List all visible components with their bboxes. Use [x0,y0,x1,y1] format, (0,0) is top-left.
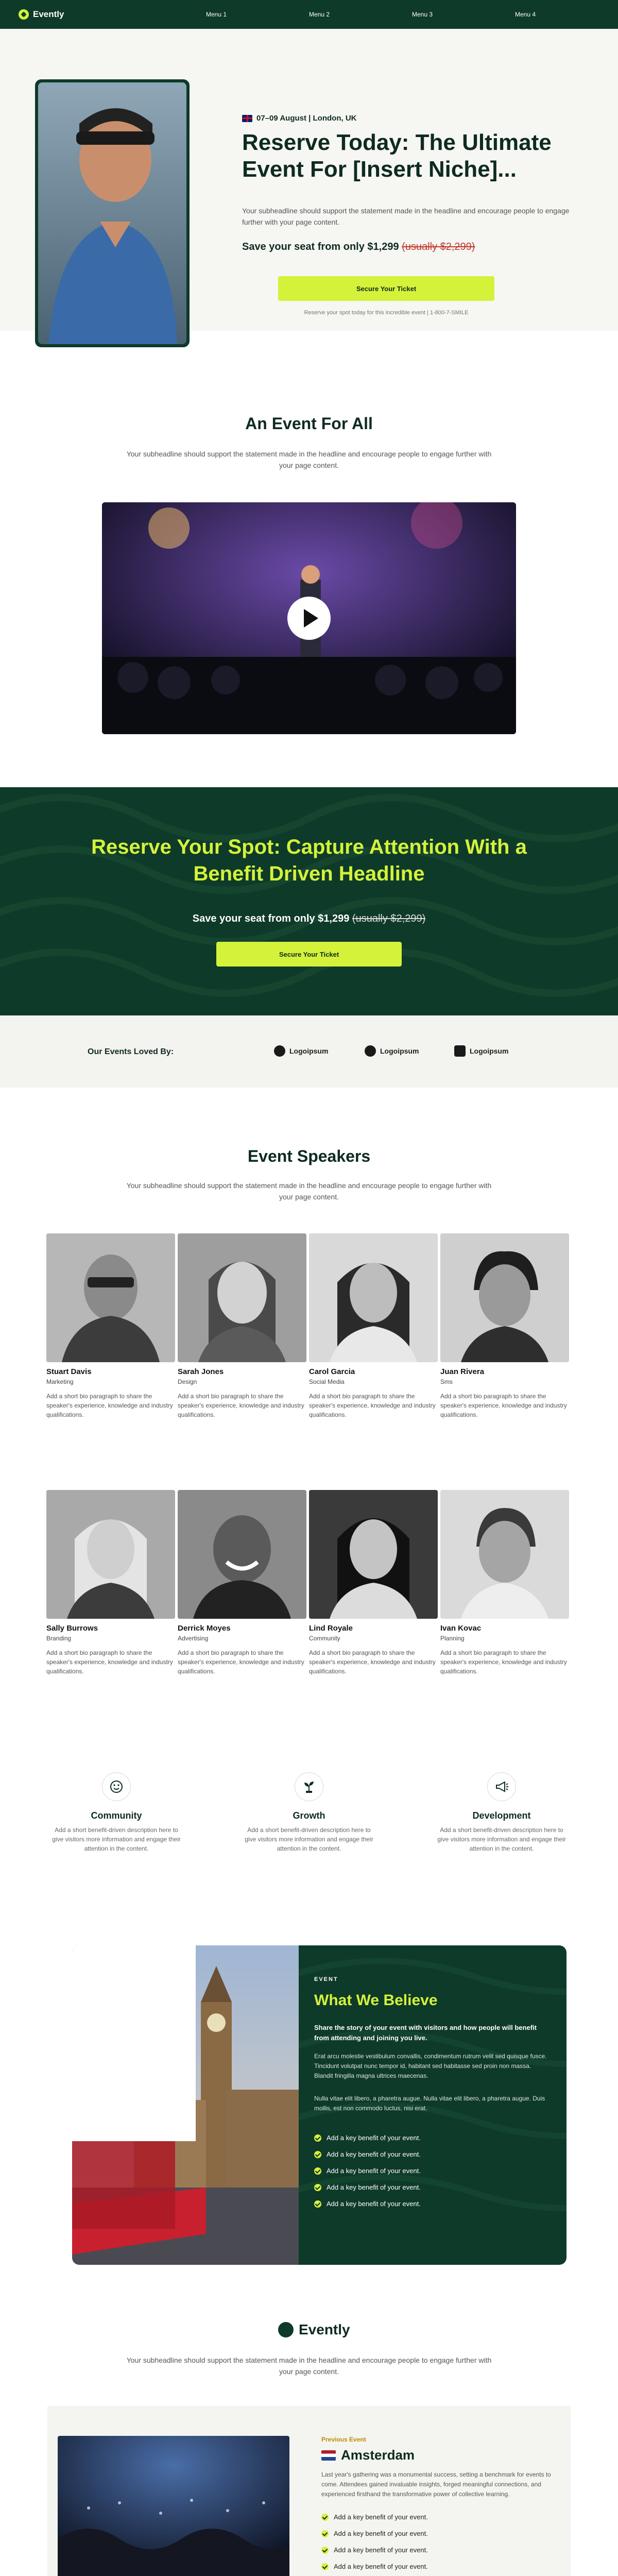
speakers-title: Event Speakers [247,1147,371,1165]
believe-paragraph-3: Nulla vitae elit libero, a pharetra augue. Nulla vitae elit libero, a pharetra augue. Duis mollis, est non commodo luctus, nisi erat. [314,2095,545,2112]
evently-logo-text: Evently [299,2321,350,2337]
hero-price-now: Save your seat from only $1,299 [242,241,399,252]
speaker-role: Design [178,1378,197,1385]
logo-icon [365,1045,376,1057]
logo-mark-icon [19,9,29,20]
client-logo-3 [454,1045,508,1057]
speaker-photo [309,1490,438,1619]
logo-icon [454,1045,466,1057]
speaker-card[interactable] [46,1490,175,1676]
feature-community [49,1772,183,1853]
speaker-name: Sarah Jones [178,1367,224,1376]
believe-image-mask [72,1945,196,2141]
amsterdam-image [58,2436,289,2576]
speaker-name: Juan Rivera [440,1367,485,1376]
hero-cta-button[interactable]: Secure Your Ticket [278,276,494,301]
speaker-bio: Add a short bio paragraph to share the speaker's experience, knowledge and industry qualifications. [178,1649,304,1675]
nav-item-2[interactable]: Menu 2 [309,11,330,18]
amsterdam-text: Last year's gathering was a monumental success, setting a benchmark for events to come. Attendees gained invaluable insights, forged meaningful connections, and experienced firsthand the transformative power of collective learning. [321,2471,551,2498]
speaker-photo [440,1233,569,1362]
speaker-card[interactable] [178,1233,306,1419]
logo-text: Evently [33,9,64,19]
speaker-bio: Add a short bio paragraph to share the speaker's experience, knowledge and industry qualifications. [46,1649,173,1675]
ams-benefit-text: Add a key benefit of your event. [334,2546,428,2554]
believe-benefit-text: Add a key benefit of your event. [327,2183,421,2191]
hero-phone-frame [35,79,190,347]
feature-title: Community [91,1810,142,1821]
banner-price [0,913,618,925]
check-icon [314,2151,321,2158]
speaker-photo [178,1233,306,1362]
client-logo-1 [274,1045,328,1057]
speaker-card[interactable] [309,1233,438,1419]
believe-benefit [314,2179,520,2196]
speaker-bio: Add a short bio paragraph to share the speaker's experience, knowledge and industry qualifications. [440,1393,567,1418]
speaker-photo [440,1490,569,1619]
amsterdam-heading [321,2447,415,2463]
hero-price [242,241,475,253]
believe-paragraph-1: Share the story of your event with visitors and how people will benefit from attending and joining you live. [314,2024,537,2042]
smile-icon [102,1772,131,1801]
believe-benefit-text: Add a key benefit of your event. [327,2167,421,2175]
banner-price-now: Save your seat from only $1,299 [192,913,350,924]
hero-title: Reserve Today: The Ultimate Event For [Insert Niche]... [242,130,552,182]
banner-title: Reserve Your Spot: Capture Attention With a Benefit Driven Headline [91,836,527,885]
speaker-role: Advertising [178,1635,209,1642]
ams-benefit-text: Add a key benefit of your event. [334,2530,428,2537]
check-icon [314,2184,321,2191]
speaker-name: Sally Burrows [46,1624,98,1633]
speaker-name: Ivan Kovac [440,1624,482,1633]
feature-development [435,1772,569,1853]
speaker-photo [309,1233,438,1362]
amsterdam-panel [47,2406,571,2576]
believe-eyebrow: EVENT [314,1976,338,1982]
hero-date-row [242,114,357,123]
site-header [0,0,618,29]
check-icon [321,2563,329,2570]
hero-price-old: (usually $2,299) [402,241,475,252]
client-logo-text: Logoipsum [289,1047,329,1055]
client-logo-text: Logoipsum [380,1047,419,1055]
ams-benefit [321,2558,428,2575]
logo-icon [274,1045,285,1057]
plant-icon [295,1772,323,1801]
speaker-role: Branding [46,1635,72,1642]
event-video[interactable] [102,502,516,734]
check-icon [314,2134,321,2142]
hero-note: Reserve your spot today for this incredible event | 1-800-7-SMILE [304,310,469,316]
header-logo[interactable] [19,9,64,20]
ams-benefit [321,2542,428,2558]
feature-title: Growth [293,1810,325,1821]
evently-subtitle: Your subheadline should support the statement made in the headline and encourage people to engage further with your page content. [126,2356,492,2376]
check-icon [321,2547,329,2554]
megaphone-icon [487,1772,516,1801]
client-logo-text: Logoipsum [470,1047,509,1055]
speaker-card[interactable] [440,1490,569,1676]
event-all-subtitle: Your subheadline should support the statement made in the headline and encourage people to engage further with your page content. [126,450,492,469]
speaker-bio: Add a short bio paragraph to share the speaker's experience, knowledge and industry qualifications. [309,1649,436,1675]
feature-title: Development [472,1810,531,1821]
check-icon [314,2167,321,2175]
nav-item-3[interactable]: Menu 3 [412,11,433,18]
feature-desc: Add a short benefit-driven description here to give visitors more information and engage their attention in the content. [245,1826,373,1852]
check-icon [321,2530,329,2537]
main-nav [206,11,618,18]
loved-by-section [0,1015,618,1088]
hero-section [0,29,618,331]
speakers-subtitle: Your subheadline should support the statement made in the headline and encourage people to engage further with your page content. [126,1181,492,1201]
ams-benefit [321,2509,428,2526]
banner-cta-button[interactable]: Secure Your Ticket [216,942,402,967]
feature-growth [242,1772,376,1853]
speaker-photo [46,1490,175,1619]
amsterdam-city: Amsterdam [341,2447,415,2463]
speaker-name: Carol Garcia [309,1367,355,1376]
check-icon [321,2514,329,2521]
banner-price-old: (usually $2,299) [352,913,426,924]
speaker-name: Stuart Davis [46,1367,92,1376]
amsterdam-benefit-list [321,2509,428,2576]
feature-desc: Add a short benefit-driven description here to give visitors more information and engage their attention in the content. [437,1826,566,1852]
speaker-card[interactable] [178,1490,306,1676]
hero-portrait-image [38,82,186,344]
banner-pattern [0,787,618,1015]
speaker-card[interactable] [46,1233,175,1419]
uk-flag-icon [242,115,252,122]
believe-benefit-list [314,2130,520,2212]
event-all-title: An Event For All [245,414,373,433]
nav-item-1[interactable]: Menu 1 [206,11,227,18]
play-icon[interactable] [287,597,331,640]
logo-mark-icon [278,2322,294,2337]
ams-benefit-text: Add a key benefit of your event. [334,2563,428,2570]
nav-item-4[interactable]: Menu 4 [515,11,536,18]
check-icon [314,2200,321,2208]
hero-date: 07–09 August | London, UK [256,114,357,123]
speaker-photo [178,1490,306,1619]
speaker-photo [46,1233,175,1362]
speaker-name: Lind Royale [309,1624,353,1633]
speaker-card[interactable] [440,1233,569,1419]
amsterdam-tag: Previous Event [321,2436,366,2443]
speaker-role: Social Media [309,1378,345,1385]
speaker-bio: Add a short bio paragraph to share the speaker's experience, knowledge and industry qualifications. [309,1393,436,1418]
believe-benefit-text: Add a key benefit of your event. [327,2200,421,2208]
believe-benefit-text: Add a key benefit of your event. [327,2150,421,2158]
believe-card [72,1945,566,2265]
banner-section [0,787,618,1015]
hero-subtitle: Your subheadline should support the statement made in the headline and encourage people to engage further with your page content. [242,207,570,226]
ams-benefit [321,2526,428,2542]
netherlands-flag-icon [321,2450,336,2461]
speaker-bio: Add a short bio paragraph to share the speaker's experience, knowledge and industry qualifications. [178,1393,304,1418]
speaker-role: Sms [440,1378,453,1385]
speaker-card[interactable] [309,1490,438,1676]
believe-title: What We Believe [314,1992,438,2009]
speaker-role: Community [309,1635,340,1642]
feature-desc: Add a short benefit-driven description here to give visitors more information and engage their attention in the content. [52,1826,181,1852]
ams-benefit-text: Add a key benefit of your event. [334,2513,428,2521]
believe-benefit-text: Add a key benefit of your event. [327,2134,421,2142]
speaker-name: Derrick Moyes [178,1624,231,1633]
speaker-bio: Add a short bio paragraph to share the speaker's experience, knowledge and industry qualifications. [440,1649,567,1675]
believe-benefit [314,2146,520,2163]
speaker-role: Planning [440,1635,465,1642]
loved-by-label: Our Events Loved By: [88,1047,174,1056]
speaker-role: Marketing [46,1378,74,1385]
believe-benefit [314,2130,520,2146]
believe-benefit [314,2196,520,2212]
client-logo-2 [365,1045,419,1057]
believe-paragraph-2: Erat arcu molestie vestibulum convallis, condimentum rutrum velit sed quisque fusce. Tincidunt volutpat nunc tempor id, habitant sed habitasse sed proin non massa. Blandit fringilla magna ultrices maecenas. [314,2053,547,2079]
evently-logo-large [278,2321,350,2338]
believe-benefit [314,2163,520,2179]
speaker-bio: Add a short bio paragraph to share the speaker's experience, knowledge and industry qualifications. [46,1393,173,1418]
